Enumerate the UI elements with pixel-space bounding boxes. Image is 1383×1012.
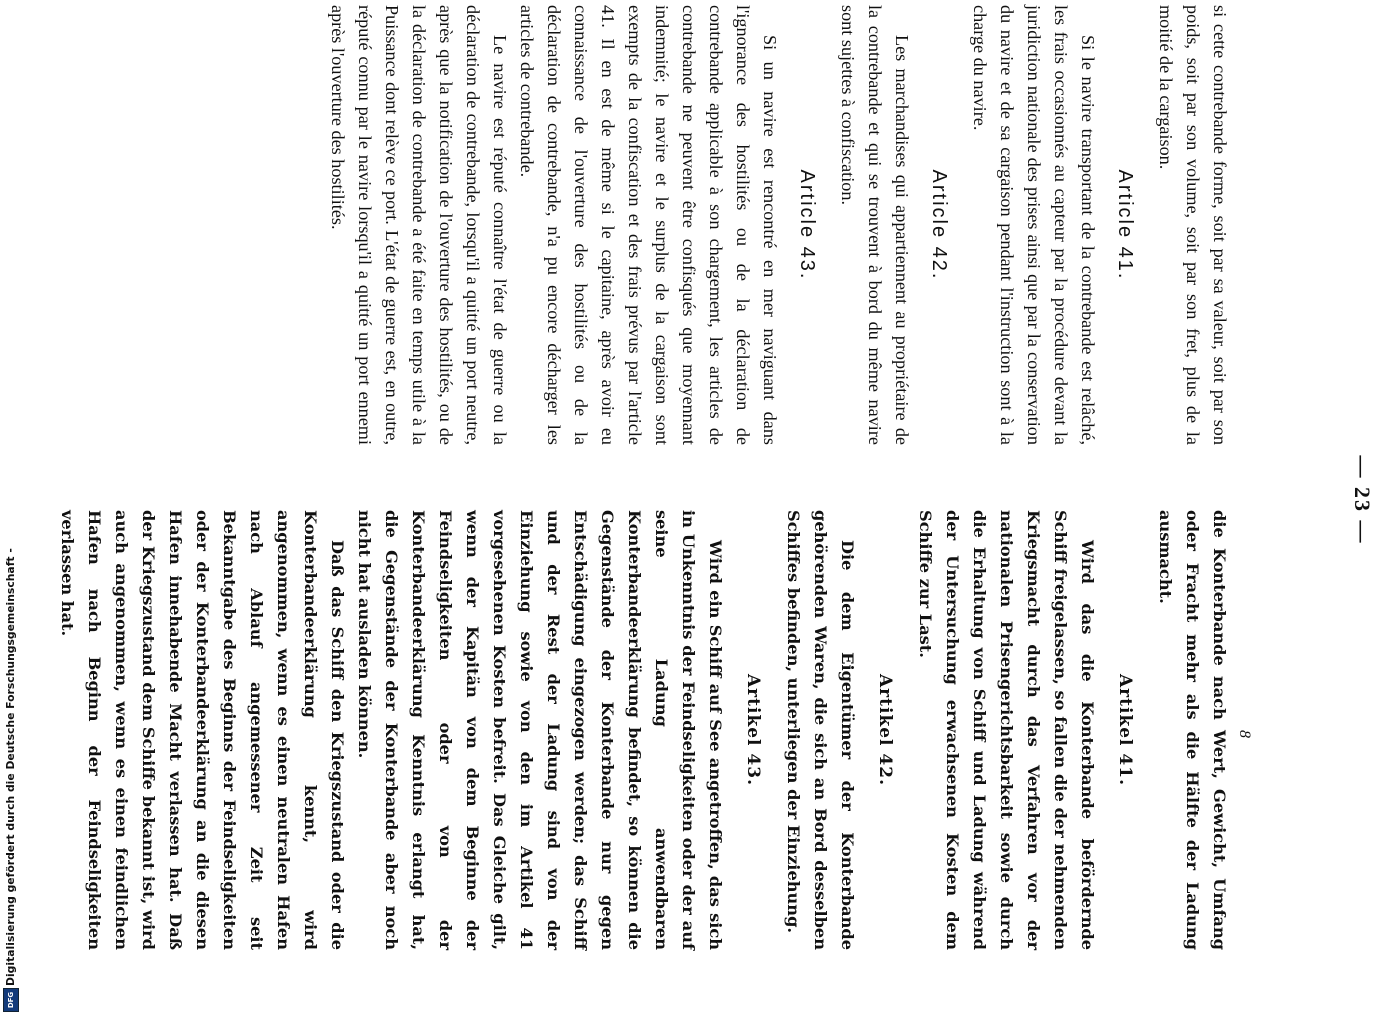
- article-41-title-fr: Article 41.: [1114, 169, 1136, 281]
- article-42-text-fr: Les marchandises qui appartiennent au propriétaire de la contrebande et qui se trouvent à bord du même navire sont sujettes à confiscation.: [838, 5, 912, 445]
- article-41-text-fr: Si le navire transportant de la contrebande est relâché, les frais occasionnés au capteur par la procédure devant la juridiction nationale des prises ainsi que par la conservation du navire et de sa cargaison pendant l'instruction sont à la charge du navire.: [970, 5, 1098, 445]
- credit-text: Digitalisierung gefördert durch die Deutsche Forschungsgemeinschaft -: [4, 548, 17, 986]
- digitization-credit: [0, 0, 22, 1009]
- article-42-title-de: Artikel 42.: [875, 673, 895, 786]
- article-43-text-de-1: Wird ein Schiff auf See angetroffen, das sich in Unkenntnis der Feindseligkeiten oder der auf seine Ladung anwendbaren Konterbandeerklärung befindet, so können die Gegenstände der Konterbande nur gegen Entschädigung eingezogen werden; das Schiff und der Rest der Ladung sind von der Einziehung sowie von den im Artikel 41 vorgesehenen Kosten befreit. Das Gleiche gilt, wenn der Kapitän von dem Beginne der Feindseligkeiten oder von der Konterbandeerklärung Kenntnis erlangt hat, die Gegenstände der Konterbande aber noch nicht hat ausladen können.: [355, 510, 725, 950]
- article-41-title-de: Artikel 41.: [1115, 673, 1135, 786]
- article-43-title-de: Artikel 43.: [743, 673, 763, 786]
- article-43-text-fr-1: Si un navire est rencontré en mer naviguant dans l'ignorance des hostilités ou de la déclaration de contrebande applicable à son chargement, les articles de contrebande ne peuvent être confisqués que moyennant indemnité; le navire et le surplus de la cargaison sont exempts de la confiscation et des frais prévus par l'article 41. Il en est de même si le capitaine, après avoir eu connaissance de l'ouverture des hostilités ou de la déclaration de contrebande, n'a pu encore décharger les articles de contrebande.: [517, 5, 780, 445]
- article-41-text-de: Wird das die Konterbande befördernde Schiff freigelassen, so fallen die der nehmenden Kriegsmacht durch das Verfahren vor der nationalen Prisengerichtsbarkeit sowie durch die Erhaltung von Schiff und Ladung während der Untersuchung erwachsenen Kosten dem Schiffe zur Last.: [916, 510, 1097, 950]
- article-43-text-fr-2: Le navire est réputé connaître l'état de guerre ou la déclaration de contrebande, lorsqu'il a quitté un port neutre, après que la notification de l'ouverture des hostilités, ou de la déclaration de contrebande a été faite en temps utile à la Puissance dont relève ce port. L'état de guerre est, en outre, réputé connu par le navire lorsqu'il a quitté un port ennemi après l'ouverture des hostilités.: [328, 5, 510, 445]
- article-42-text-de: Die dem Eigentümer der Konterbande gehörenden Waren, die sich an Bord desselben Schiffes befinden, unterliegen der Einziehung.: [784, 510, 857, 950]
- german-column: [54, 510, 1233, 950]
- article-43-title-fr: Article 43.: [796, 169, 818, 281]
- dfg-logo-icon: DFG: [3, 988, 19, 1012]
- article-43-text-de-2: Daß das Schiff den Kriegszustand oder die Konterbandeerklärung kennt, wird angenommen, wenn es einen neutralen Hafen nach Ablauf angemessener Zeit seit Bekanntgabe des Beginns der Feindseligkeiten oder der Konterbandeerklärung an die diesen Hafen innehabende Macht verlassen hat. Daß der Kriegszustand dem Schiffe bekannt ist, wird auch angenommen, wenn es einen feindlichen Hafen nach Beginn der Feindseligkeiten verlassen hat.: [58, 510, 347, 950]
- french-intro: si cette contrebande forme, soit par sa valeur, soit par son poids, soit par son volume, soit par son fret, plus de la moitié de la cargaison.: [1156, 5, 1230, 445]
- signature-mark: 8: [1236, 730, 1253, 738]
- page-number: — 23 —: [1350, 455, 1375, 545]
- french-column: [324, 5, 1233, 445]
- german-intro: die Konterbande nach Wert, Gewicht, Umfang oder Fracht mehr als die Hälfte der Ladung ausmacht.: [1156, 510, 1229, 950]
- article-42-title-fr: Article 42.: [928, 169, 950, 281]
